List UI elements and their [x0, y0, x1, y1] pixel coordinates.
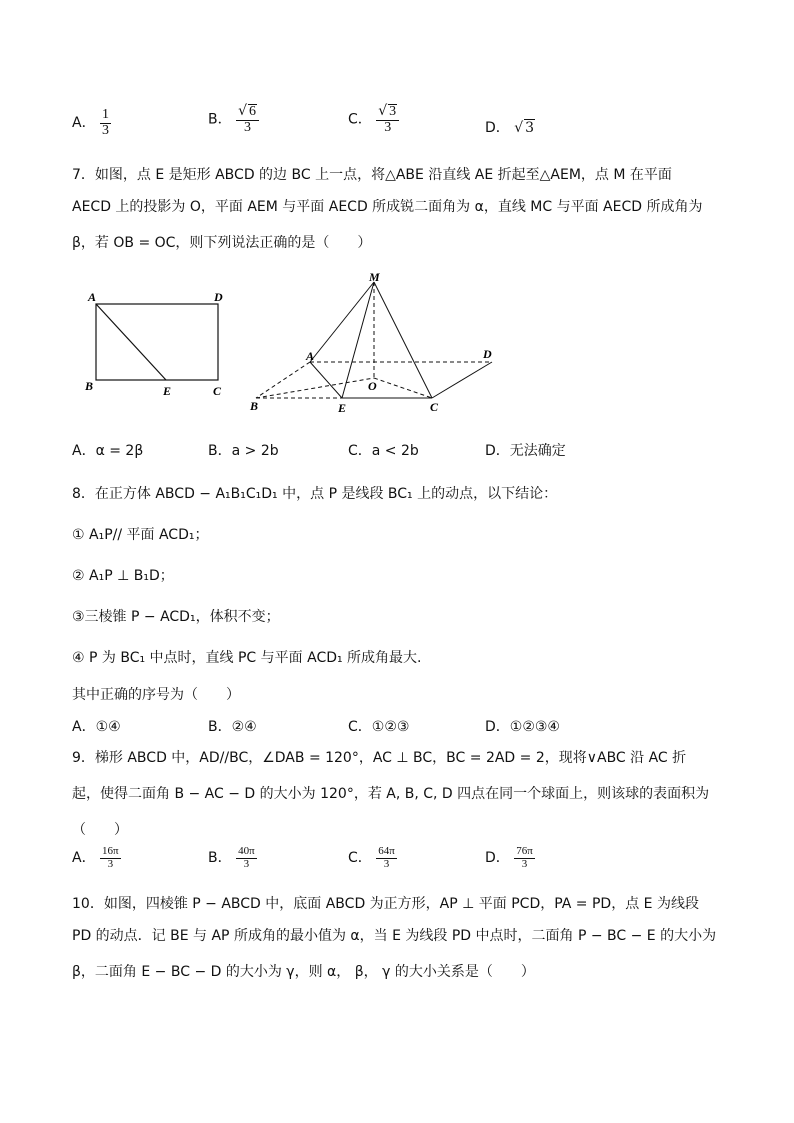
label-c: C	[430, 400, 439, 414]
q10-line-1: 10．如图，四棱锥 P − ABCD 中，底面 ABCD 为正方形，AP ⊥ 平面 PCD，PA = PD，点 E 为线段	[72, 896, 699, 912]
q9-option-c-label: C．	[348, 850, 372, 867]
edge-ab	[256, 362, 310, 398]
edge-ma	[310, 282, 374, 362]
q9-c-numerator: 64π	[378, 845, 395, 857]
q7-figure-rectangle	[80, 284, 240, 399]
q9-b-denominator: 3	[243, 857, 250, 870]
label-b: B	[250, 399, 259, 413]
q6-c-denominator: 3	[384, 119, 392, 135]
q7-option-a: A．α = 2β	[72, 443, 144, 459]
q8-statement-3: ③三棱锥 P − ACD₁，体积不变；	[72, 609, 280, 625]
edge-dc	[432, 362, 492, 398]
label-o: O	[368, 379, 377, 393]
label-c: C	[213, 384, 222, 398]
q6-option-d-label: D．	[485, 120, 510, 136]
q9-option-c-fraction	[376, 846, 397, 870]
q6-option-a	[72, 108, 111, 138]
q9-option-d-fraction	[514, 846, 535, 870]
q9-option-b	[208, 846, 257, 870]
q9-option-b-label: B．	[208, 850, 232, 867]
q8-statement-1: ① A₁P// 平面 ACD₁；	[72, 527, 209, 543]
label-a: A	[88, 290, 97, 304]
rect-abcd	[96, 304, 218, 380]
q9-d-denominator: 3	[521, 857, 528, 870]
q9-line-3: （ ）	[72, 822, 128, 838]
q8-stem: 8．在正方体 ABCD − A₁B₁C₁D₁ 中，点 P 是线段 BC₁ 上的动点，以下结论：	[72, 486, 558, 502]
q8-option-c: C．①②③	[348, 719, 410, 735]
q10-line-3: β，二面角 E − BC − D 的大小为 γ，则 α， β， γ 的大小关系是（ ）	[72, 964, 535, 980]
q7-figure-pyramid	[244, 270, 504, 420]
q7-line-1: 7．如图，点 E 是矩形 ABCD 的边 BC 上一点，将△ABE 沿直线 AE 折起至△AEM，点 M 在平面	[72, 167, 672, 183]
q9-option-a-fraction	[100, 846, 121, 870]
q6-b-denominator: 3	[244, 119, 252, 135]
edge-ae	[310, 362, 342, 398]
q7-option-b: B．a > 2b	[208, 443, 279, 459]
label-e: E	[338, 401, 347, 415]
q6-a-numerator: 1	[102, 107, 110, 122]
label-a: A	[306, 349, 315, 363]
q7-line-2: AECD 上的投影为 O，平面 AEM 与平面 AECD 所成锐二面角为 α，直线 MC 与平面 AECD 所成角为	[72, 199, 703, 215]
q6-b-radicand: 6	[248, 104, 256, 119]
q6-a-denominator: 3	[102, 122, 110, 138]
q6-d-radicand: 3	[525, 120, 535, 136]
q9-option-d	[485, 846, 535, 870]
q10-line-2: PD 的动点．记 BE 与 AP 所成角的最小值为 α，当 E 为线段 PD 中点时，二面角 P − BC − E 的大小为	[72, 928, 717, 944]
q6-option-c-fraction: $\frac{√ 3}{3}$	[376, 104, 399, 135]
q6-option-a-fraction	[100, 108, 111, 138]
q8-ask: 其中正确的序号为（ ）	[72, 687, 240, 703]
q9-c-denominator: 3	[383, 857, 390, 870]
label-b: B	[85, 379, 94, 393]
q6-option-b-label: B．	[208, 111, 232, 128]
q6-option-b	[208, 104, 259, 135]
q9-option-d-label: D．	[485, 850, 510, 867]
q9-d-numerator: 76π	[516, 845, 533, 857]
label-e: E	[163, 384, 172, 398]
q8-option-b: B．②④	[208, 719, 257, 735]
q6-option-d: D． √ 3	[485, 120, 535, 136]
q9-option-a-label: A．	[72, 850, 96, 867]
q8-statement-4: ④ P 为 BC₁ 中点时，直线 PC 与平面 ACD₁ 所成角最大.	[72, 650, 422, 666]
q6-c-radicand: 3	[389, 104, 397, 119]
q9-option-c	[348, 846, 397, 870]
q9-a-denominator: 3	[107, 857, 114, 870]
q8-statement-2: ② A₁P ⊥ B₁D；	[72, 568, 174, 584]
q9-option-b-fraction	[236, 846, 257, 870]
q8-option-d: D．①②③④	[485, 719, 560, 735]
q6-option-c-label: C．	[348, 111, 372, 128]
segment-bo	[256, 378, 374, 398]
q9-option-a	[72, 846, 121, 870]
segment-ae	[96, 304, 166, 380]
label-m: M	[369, 270, 380, 284]
q6-option-b-fraction: $\frac{√ 6}{3}$	[236, 104, 259, 135]
q9-b-numerator: 40π	[238, 845, 255, 857]
q7-option-d: D．无法确定	[485, 443, 566, 459]
label-d: D	[214, 290, 223, 304]
q6-option-a-label: A．	[72, 115, 96, 132]
q9-line-1: 9．梯形 ABCD 中，AD//BC，∠DAB = 120°，AC ⊥ BC，BC = 2AD = 2，现将∨ABC 沿 AC 折	[72, 750, 687, 766]
label-d: D	[483, 347, 492, 361]
q9-a-numerator: 16π	[102, 845, 119, 857]
q7-option-c: C．a < 2b	[348, 443, 419, 459]
q9-line-2: 起，使得二面角 B − AC − D 的大小为 120°，若 A, B, C, D 四点在同一个球面上，则该球的表面积为	[72, 786, 710, 802]
q7-line-3: β，若 OB = OC，则下列说法正确的是（ ）	[72, 235, 372, 251]
q8-option-a: A．①④	[72, 719, 121, 735]
q6-option-c	[348, 104, 399, 135]
